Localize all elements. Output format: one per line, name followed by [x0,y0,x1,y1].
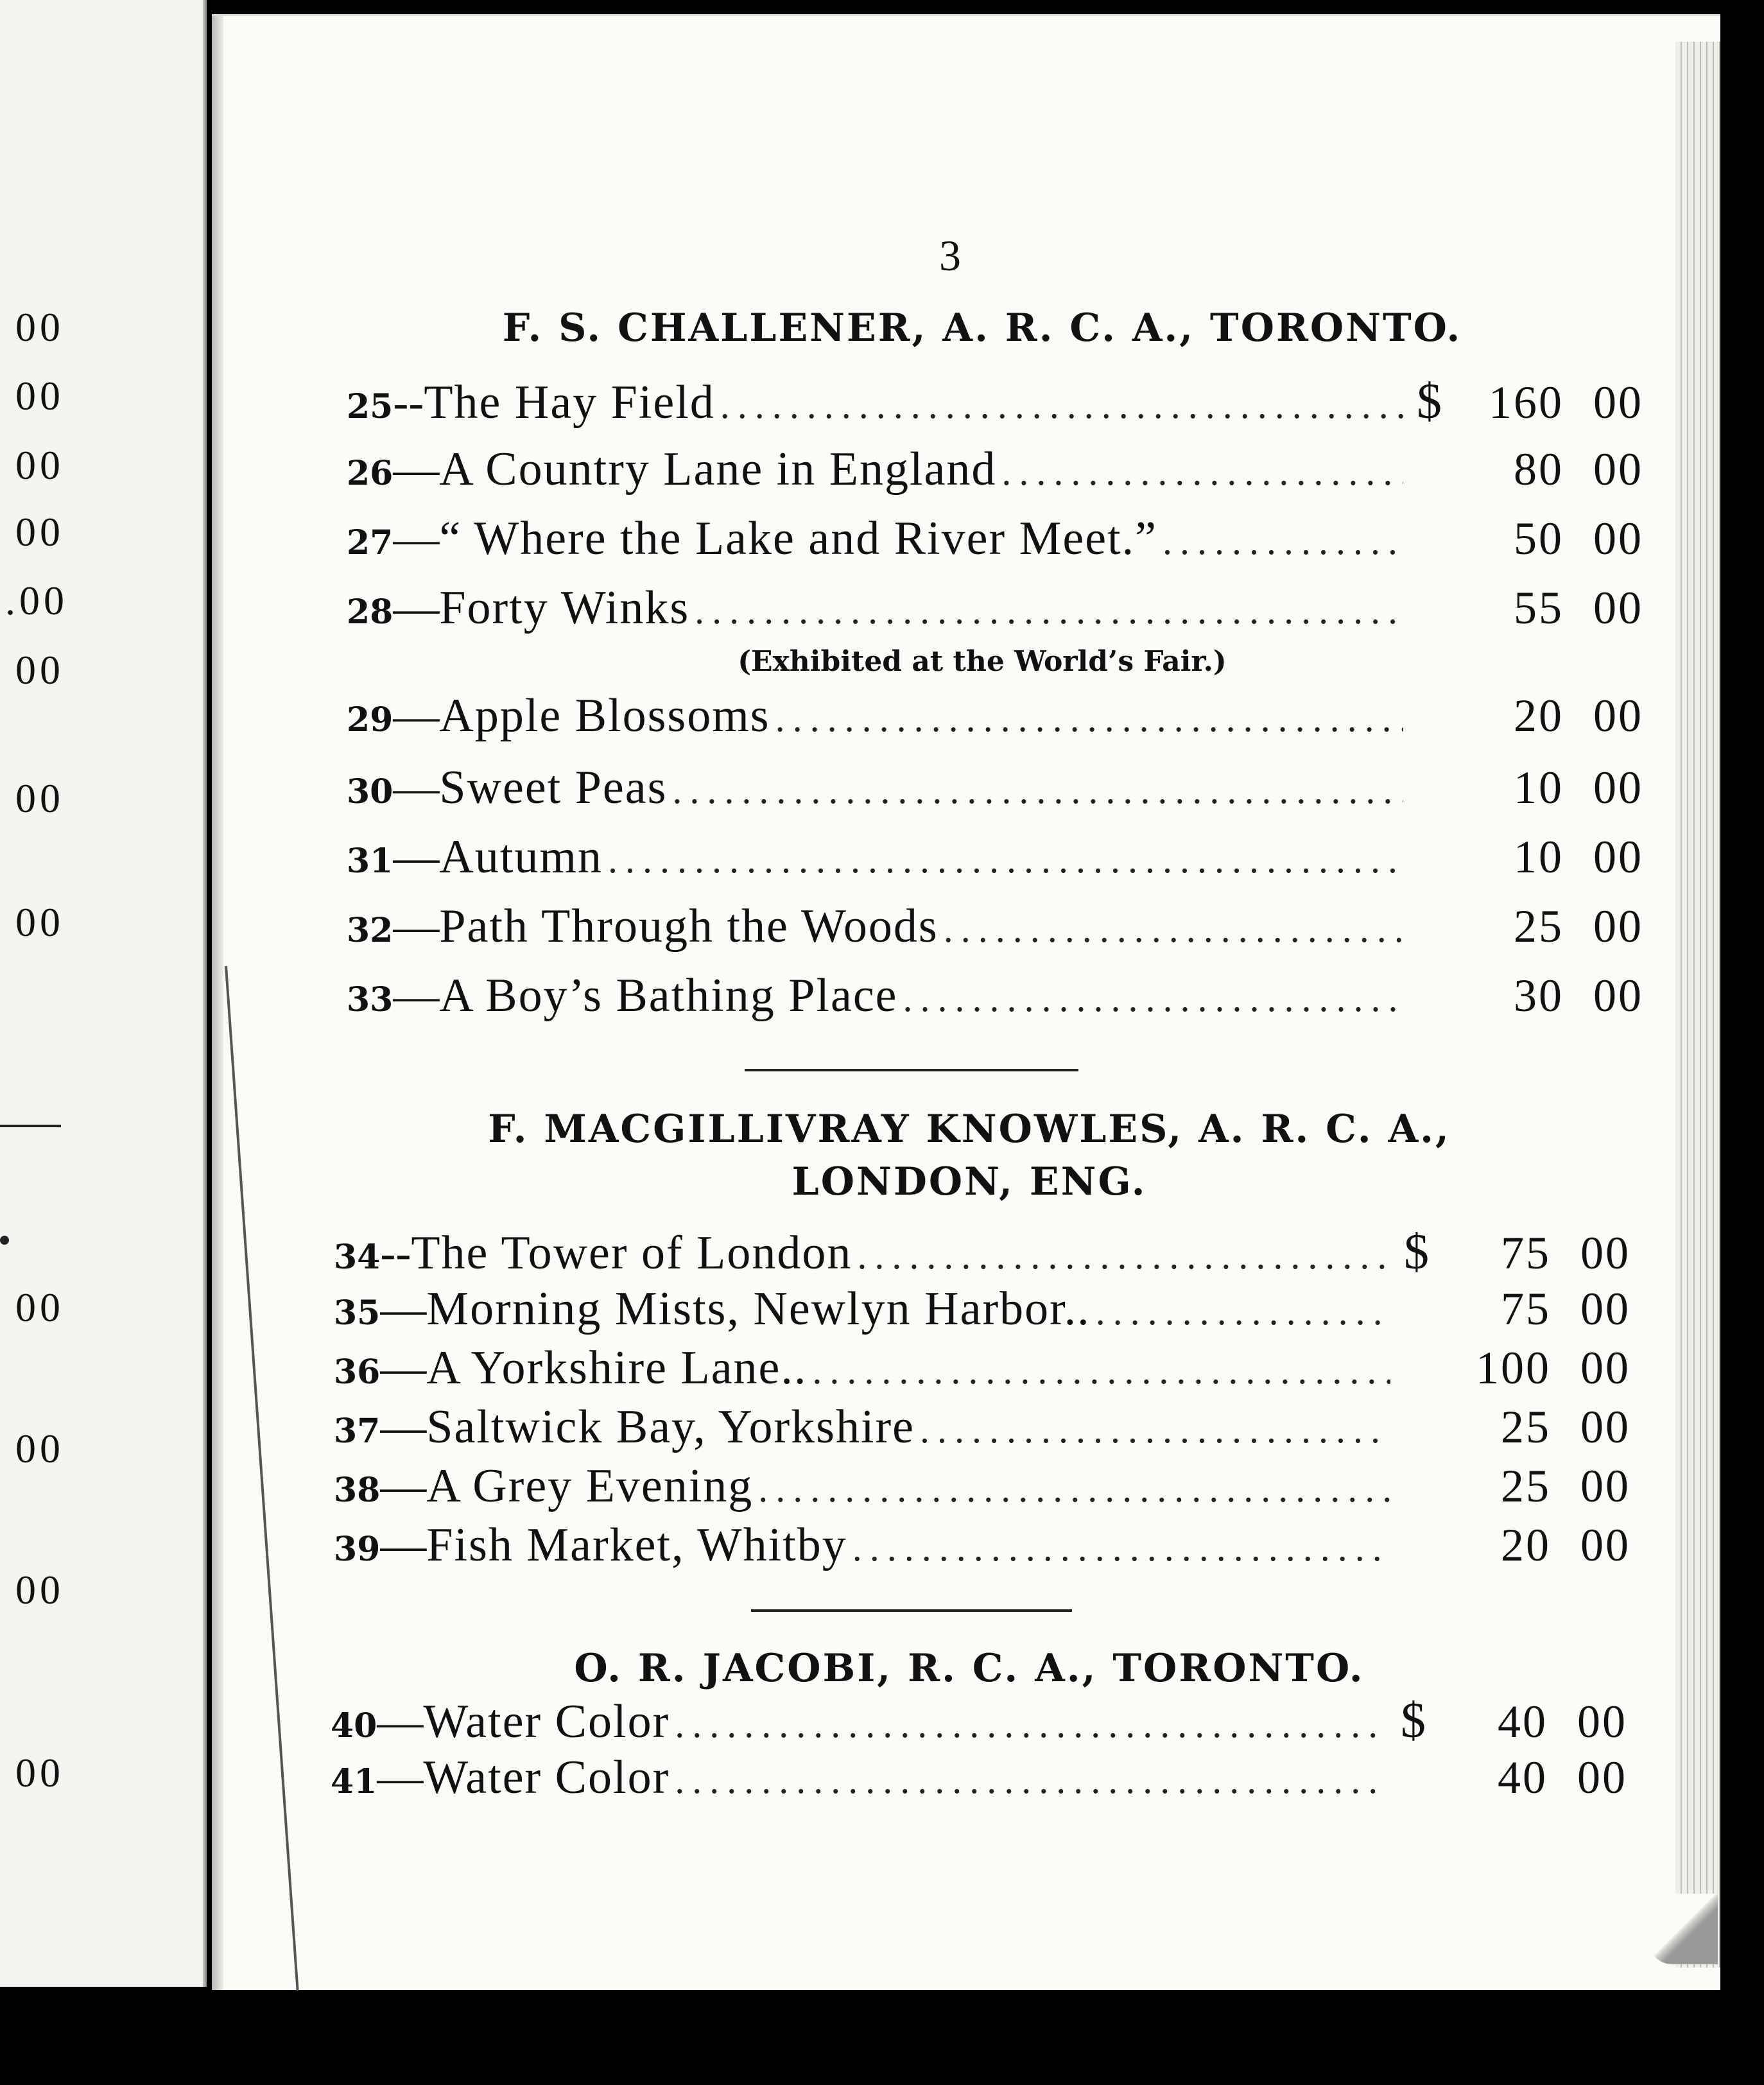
price-fragment: 00 [15,442,64,488]
entry-dash: — [377,1696,424,1747]
dot-leader [689,589,1403,633]
entry-title: A Country Lane in England [439,443,997,496]
page-spine [212,16,223,1990]
entry-dash: — [393,582,440,634]
price-dollars: 20 [1501,1519,1551,1571]
price-cents: 00 [1593,762,1643,813]
entry-dash: — [393,690,440,741]
previous-page-strip [0,0,207,1987]
price-dollars: 40 [1498,1752,1548,1803]
price-dollars: 25 [1501,1460,1551,1512]
catalogue-entry [347,761,1643,822]
entry-title: Water Color [423,1695,670,1748]
entry-title: A Boy’s Bathing Place [439,969,898,1022]
artist-heading: F. S. CHALLENER, A. R. C. A., TORONTO. [502,306,1462,350]
price-dollars: 30 [1514,970,1564,1021]
dot-leader [770,696,1403,741]
price-fragment: 00 [15,1426,64,1471]
corner-curl [1647,1894,1718,1964]
period-mark [0,1236,9,1245]
dot-leader [667,768,1403,813]
section-divider [745,1069,1078,1071]
section-divider [751,1609,1072,1612]
dot-leader [915,1408,1390,1452]
price-cents: 00 [1580,1401,1630,1453]
entry-dash: -- [380,1227,411,1279]
dot-leader [938,907,1403,951]
catalogue-entry [347,969,1643,1030]
catalogue-entry [347,372,1643,434]
entry-note: (Exhibited at the World’s Fair.) [738,645,1227,678]
entry-title: Water Color [423,1751,670,1804]
dot-leader [996,450,1403,494]
entry-title: A Yorkshire Lane.. [426,1342,808,1394]
entry-number: 32 [347,911,393,950]
price-dollars: 75 [1501,1283,1551,1335]
page-edge-stack [1675,42,1720,1968]
artist-heading: O. R. JACOBI, R. C. A., TORONTO. [574,1646,1365,1691]
price-cents: 00 [1580,1460,1630,1512]
price-fragment: 00 [15,304,64,350]
entry-number: 27 [347,523,393,562]
catalogue-entry [334,1341,1630,1403]
entry-title: Path Through the Woods [439,900,938,953]
entry-number: 30 [347,772,393,811]
entry-dash: — [380,1283,427,1335]
price-fragment: 00 [15,1285,64,1330]
entry-dash: — [380,1342,427,1394]
entry-title: Saltwick Bay, Yorkshire [426,1401,915,1453]
divider-rule [0,1125,61,1127]
dot-leader [847,1526,1390,1570]
price-dollars: 40 [1498,1696,1548,1747]
dot-leader [1091,1290,1390,1334]
entry-number: 29 [347,700,393,740]
catalogue-entry [347,512,1643,573]
entry-number: 28 [347,593,393,632]
price-dollars: 10 [1514,762,1564,813]
price-cents: 00 [1580,1519,1630,1571]
entry-number: 36 [334,1353,381,1392]
dollar-sign: $ [1404,1224,1429,1279]
catalogue-entry [334,1400,1630,1462]
price-fragment: 00 [15,899,64,945]
entry-number: 34 [334,1238,381,1277]
entry-title: Forty Winks [439,582,690,634]
entry-dash: — [393,831,440,883]
entry-dash: — [380,1401,427,1453]
dot-leader [603,838,1403,882]
price-fragment: 00 [15,509,64,555]
entry-number: 33 [347,980,393,1019]
price-dollars: 20 [1514,690,1564,741]
price-fragment: 00 [15,373,64,419]
price-cents: 00 [1593,690,1643,741]
price-fragment: 00 [15,1750,64,1795]
dot-leader [807,1349,1390,1393]
entry-title: Apple Blossoms [439,689,770,742]
catalogue-entry [334,1518,1630,1580]
dollar-sign: $ [1401,1692,1426,1748]
entry-dash: — [393,513,440,564]
entry-number: 38 [334,1471,381,1510]
entry-title: “ Where the Lake and River Meet.” [439,512,1157,565]
entry-number: 25 [347,387,393,426]
catalogue-entry [334,1459,1630,1521]
price-fragment: .00 [5,578,68,623]
dollar-sign: $ [1417,373,1442,429]
price-cents: 00 [1577,1696,1627,1747]
entry-dash: — [393,970,440,1021]
entry-number: 26 [347,454,393,493]
price-dollars: 55 [1514,582,1564,634]
catalogue-entry [347,581,1643,643]
entry-title: The Tower of London [411,1227,852,1279]
entry-title: The Hay Field [424,376,715,429]
price-dollars: 25 [1501,1401,1551,1453]
price-cents: 00 [1580,1227,1630,1279]
price-dollars: 80 [1514,444,1564,495]
page-gutter [203,0,207,1987]
entry-number: 40 [331,1706,377,1745]
entry-dash: — [393,901,440,952]
catalogue-entry [347,899,1643,961]
artist-heading: F. MACGILLIVRAY KNOWLES, A. R. C. A., [488,1107,1451,1152]
catalogue-entry [347,830,1643,892]
entry-title: Sweet Peas [439,761,668,814]
price-dollars: 75 [1501,1227,1551,1279]
entry-dash: — [393,444,440,495]
paper-fold [225,966,299,1991]
price-cents: 00 [1593,513,1643,564]
dot-leader [670,1702,1387,1747]
price-cents: 00 [1593,582,1643,634]
catalogue-entry [331,1691,1627,1753]
entry-dash: — [380,1519,427,1571]
catalogue-entry [331,1751,1627,1812]
price-dollars: 10 [1514,831,1564,883]
entry-number: 35 [334,1293,381,1333]
price-dollars: 25 [1514,901,1564,952]
entry-dash: — [380,1460,427,1512]
price-cents: 00 [1593,901,1643,952]
price-dollars: 50 [1514,513,1564,564]
price-cents: 00 [1593,444,1643,495]
price-cents: 00 [1580,1283,1630,1335]
entry-dash: — [393,762,440,813]
catalogue-page [212,14,1720,1990]
entry-number: 41 [331,1762,377,1801]
price-dollars: 160 [1489,377,1564,428]
entry-number: 37 [334,1412,381,1451]
price-cents: 00 [1580,1342,1630,1394]
price-cents: 00 [1577,1752,1627,1803]
price-cents: 00 [1593,377,1643,428]
entry-title: Autumn [439,831,603,883]
price-dollars: 100 [1476,1342,1551,1394]
price-fragment: 00 [15,775,64,821]
dot-leader [852,1234,1390,1278]
entry-dash: — [377,1752,424,1803]
entry-number: 31 [347,842,393,881]
price-cents: 00 [1593,970,1643,1021]
page-number: 3 [939,231,961,280]
catalogue-entry [347,689,1643,750]
dot-leader [898,976,1403,1021]
dot-leader [670,1758,1387,1803]
catalogue-entry [334,1223,1630,1285]
price-fragment: 00 [15,647,64,693]
dot-leader [753,1467,1390,1511]
entry-number: 39 [334,1530,381,1569]
catalogue-entry [334,1282,1630,1344]
catalogue-entry [347,442,1643,504]
dot-leader [1157,519,1403,564]
entry-title: A Grey Evening [426,1460,754,1512]
dot-leader [715,383,1403,428]
entry-title: Fish Market, Whitby [426,1519,847,1571]
entry-title: Morning Mists, Newlyn Harbor.. [426,1283,1091,1335]
price-cents: 00 [1593,831,1643,883]
artist-heading-location: LONDON, ENG. [791,1159,1147,1204]
entry-dash: -- [393,377,424,428]
price-fragment: 00 [15,1567,64,1613]
